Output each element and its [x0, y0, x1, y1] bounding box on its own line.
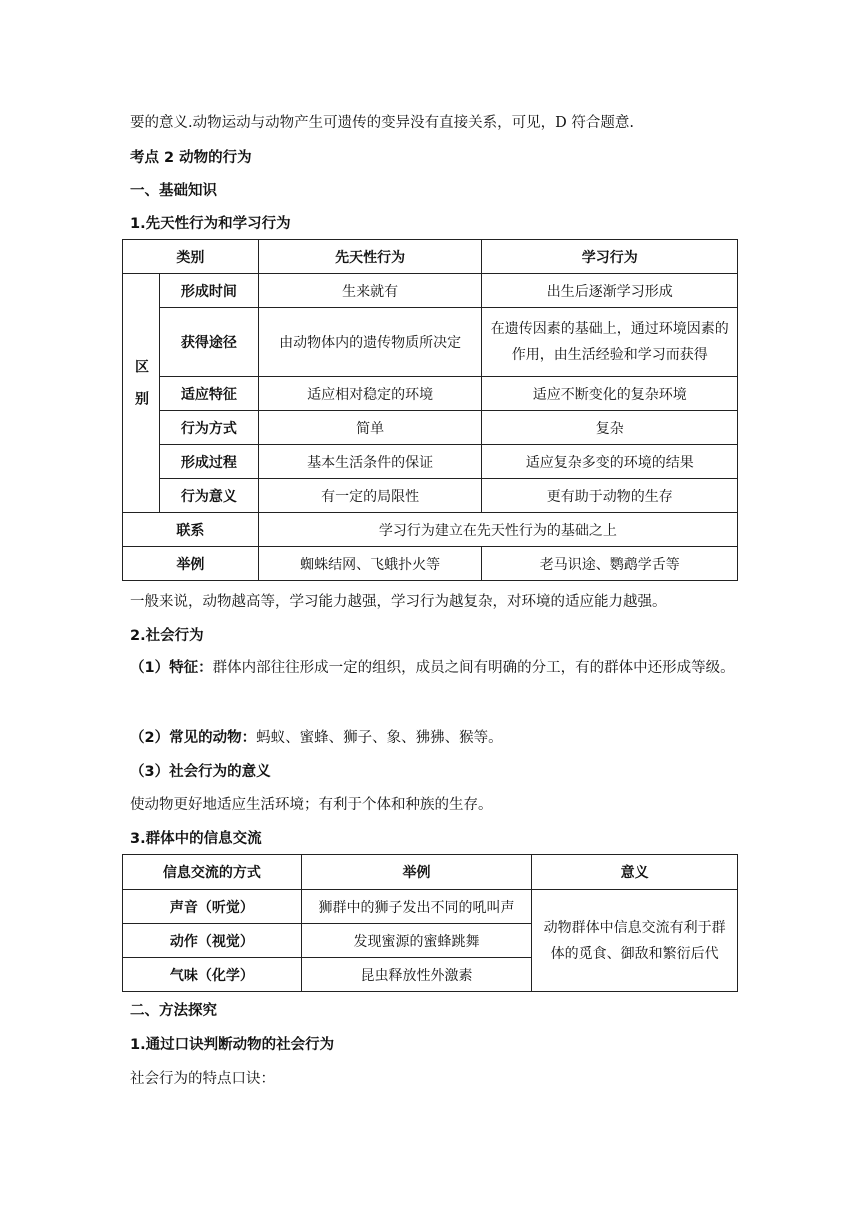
top-text: 要的意义.动物运动与动物产生可遗传的变异没有直接关系，可见，D 符合题意.	[130, 115, 634, 131]
learned-cell: 在遗传因素的基础上，通过环境因素的作用，由生活经验和学习而获得	[482, 308, 738, 377]
sub4-title: 1.通过口诀判断动物的社会行为	[130, 1037, 335, 1053]
row-label: 行为意义	[159, 479, 258, 513]
after-table1-text: 一般来说，动物越高等，学习能力越强，学习行为越复杂，对环境的适应能力越强。	[130, 594, 667, 610]
row-label: 形成时间	[159, 274, 258, 308]
innate-cell: 由动物体内的遗传物质所决定	[258, 308, 482, 377]
learned-cell: 更有助于动物的生存	[482, 479, 738, 513]
feature-label: （1）特征：	[130, 660, 213, 676]
learned-cell: 复杂	[482, 411, 738, 445]
innate-cell: 适应相对稳定的环境	[258, 377, 482, 411]
row-label: 适应特征	[159, 377, 258, 411]
feature-text: 群体内部往往形成一定的组织，成员之间有明确的分工，有的群体中还形成等级。	[212, 660, 735, 676]
diff-label-cell	[123, 274, 160, 513]
example-label: 举例	[123, 547, 259, 581]
section-title: 考点 2 动物的行为	[130, 150, 252, 166]
relation-label: 联系	[123, 513, 259, 547]
part1-title: 一、基础知识	[130, 183, 217, 199]
sub1-title: 1.先天性行为和学习行为	[130, 216, 291, 232]
innate-cell: 生来就有	[258, 274, 482, 308]
learned-cell: 出生后逐渐学习形成	[482, 274, 738, 308]
example-cell: 发现蜜源的蜜蜂跳舞	[301, 924, 532, 958]
common-text: 蚂蚁、蜜蜂、狮子、象、狒狒、猴等。	[256, 730, 503, 746]
row-label: 行为方式	[159, 411, 258, 445]
method-cell: 动作（视觉）	[123, 924, 302, 958]
header-method: 信息交流的方式	[123, 855, 302, 890]
common-paragraph	[130, 728, 503, 748]
relation-text: 学习行为建立在先天性行为的基础之上	[258, 513, 737, 547]
example-cell: 昆虫释放性外激素	[301, 958, 532, 992]
learned-cell: 适应复杂多变的环境的结果	[482, 445, 738, 479]
row-label: 获得途径	[159, 308, 258, 377]
innate-cell: 有一定的局限性	[258, 479, 482, 513]
meaning-label: （3）社会行为的意义	[130, 764, 271, 780]
diff-label: 区别	[132, 359, 149, 423]
innate-cell: 基本生活条件的保证	[258, 445, 482, 479]
header-example: 举例	[301, 855, 532, 890]
example-innate: 蜘蛛结网、飞蛾扑火等	[258, 547, 482, 581]
header-meaning: 意义	[532, 855, 738, 890]
behavior-comparison-table	[122, 239, 738, 581]
sub3-title: 3.群体中的信息交流	[130, 831, 262, 847]
header-learned: 学习行为	[482, 240, 738, 274]
header-category: 类别	[123, 240, 259, 274]
method-cell: 气味（化学）	[123, 958, 302, 992]
meaning-text: 使动物更好地适应生活环境；有利于个体和种族的生存。	[130, 797, 493, 813]
method-cell: 声音（听觉）	[123, 890, 302, 924]
sub2-title: 2.社会行为	[130, 628, 204, 644]
last-text: 社会行为的特点口诀：	[130, 1071, 275, 1087]
innate-cell: 简单	[258, 411, 482, 445]
meaning-cell: 动物群体中信息交流有利于群体的觅食、御敌和繁衍后代	[532, 890, 738, 992]
example-cell: 狮群中的狮子发出不同的吼叫声	[301, 890, 532, 924]
common-label: （2）常见的动物：	[130, 730, 257, 746]
row-label: 形成过程	[159, 445, 258, 479]
learned-cell: 适应不断变化的复杂环境	[482, 377, 738, 411]
example-learned: 老马识途、鹦鹉学舌等	[482, 547, 738, 581]
header-innate: 先天性行为	[258, 240, 482, 274]
feature-paragraph	[130, 652, 740, 685]
info-exchange-table	[122, 854, 738, 992]
part2-title: 二、方法探究	[130, 1003, 217, 1019]
